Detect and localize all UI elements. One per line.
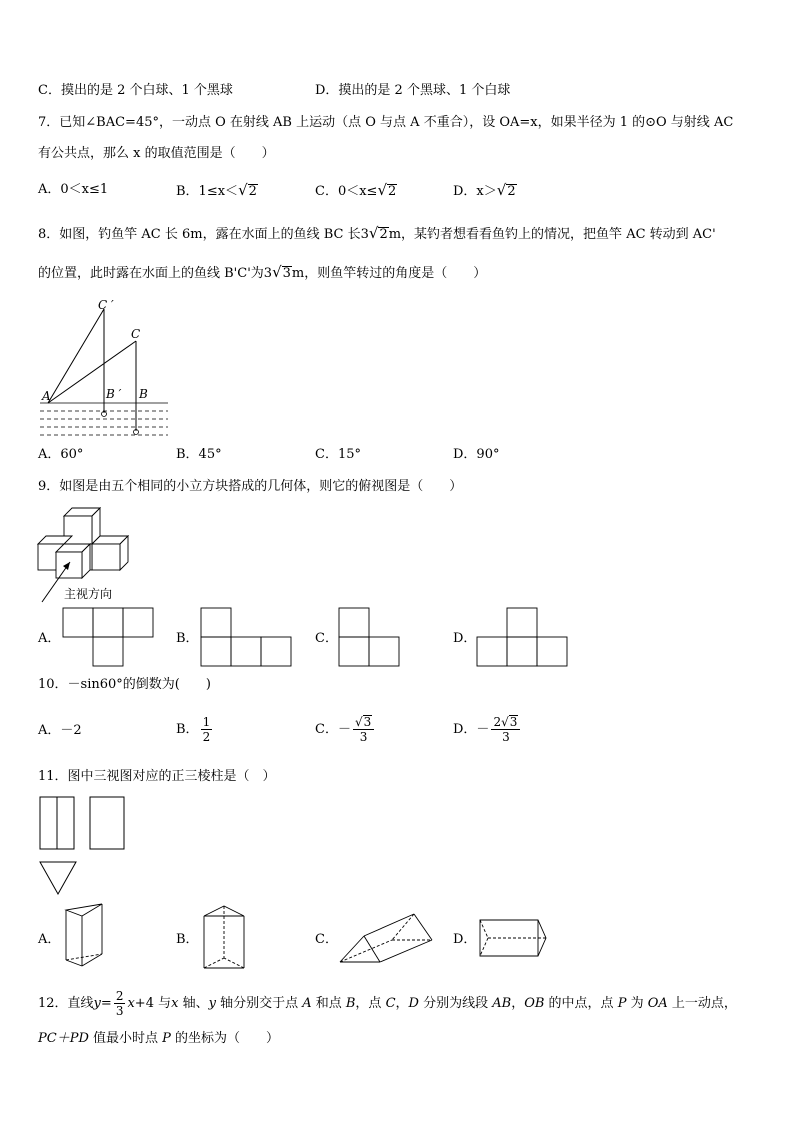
q12-stem-line1: 12．直线y= $\frac{2}{3}$ x+4 与x 轴、y 轴分别交于点 A 和点 B，点 C，D 分别为线段 AB，OB 的中点，点 P 为 OA 上一动点， xyxy=(38,989,737,1018)
q9-option-a-grid xyxy=(62,607,154,667)
q8-label-c-prime: C ′ xyxy=(98,298,114,312)
q11-option-a-label: A． xyxy=(38,932,61,947)
q9-option-c-label: C． xyxy=(315,631,338,646)
q11-option-b-prism xyxy=(200,902,250,972)
q8-label-b-prime: B ′ xyxy=(106,387,122,401)
q7-stem-line1: 7．已知∠BAC=45°，一动点 O 在射线 AB 上运动（点 O 与点 A 不重合），设 OA=x，如果半径为 1 的⊙O 与射线 AC xyxy=(38,115,734,130)
q8-fishing-rod-figure xyxy=(36,295,176,445)
q11-three-views-figure xyxy=(36,795,128,900)
q9-option-b-grid xyxy=(200,607,292,667)
q7-option-c: C．0＜x≤√2 xyxy=(315,181,397,199)
q11-option-c-label: C． xyxy=(315,932,338,947)
q9-option-d-grid xyxy=(476,607,568,667)
q9-option-a-label: A． xyxy=(38,631,61,646)
q9-view-direction-label: 主视方向 xyxy=(64,587,113,601)
q12-stem-line2: PC＋PD 值最小时点 P 的坐标为（ ） xyxy=(38,1031,280,1046)
q10-option-a: A．－2 xyxy=(38,723,82,738)
q7-option-d: D．x＞√2 xyxy=(453,181,516,199)
q7-stem-line2: 有公共点，那么 x 的取值范围是（ ） xyxy=(38,146,275,161)
q6-option-c: C．摸出的是 2 个白球、1 个黑球 xyxy=(38,83,233,98)
q11-option-b-label: B． xyxy=(176,932,199,947)
q11-stem: 11．图中三视图对应的正三棱柱是（ ） xyxy=(38,769,276,784)
q11-option-d-prism xyxy=(476,916,550,962)
q8-stem-line1: 8．如图，钓鱼竿 AC 长 6m，露在水面上的鱼线 BC 长3√2m，某钓者想看看鱼钓上的情况，把鱼竿 AC 转动到 AC' xyxy=(38,224,716,242)
q9-stem: 9．如图是由五个相同的小立方块搭成的几何体，则它的俯视图是（ ） xyxy=(38,479,463,494)
q8-option-d: D．90° xyxy=(453,447,500,462)
q8-option-b: B．45° xyxy=(176,447,222,462)
q8-stem-line2: 的位置，此时露在水面上的鱼线 B'C'为3√3m，则鱼竿转过的角度是（ ） xyxy=(38,263,487,281)
q8-option-a: A．60° xyxy=(38,447,84,462)
q9-option-b-label: B． xyxy=(176,631,199,646)
q6-option-d: D．摸出的是 2 个黑球、1 个白球 xyxy=(315,83,511,98)
q9-option-d-label: D． xyxy=(453,631,477,646)
q8-option-c: C．15° xyxy=(315,447,361,462)
q9-option-c-grid xyxy=(338,607,400,667)
q8-label-c: C xyxy=(131,327,141,341)
q11-option-c-prism xyxy=(338,910,438,966)
q10-option-c: C．－ $\frac{√3}{3}$ xyxy=(315,710,376,750)
q11-option-a-prism xyxy=(62,902,112,972)
q7-option-a: A．0＜x≤1 xyxy=(38,182,109,197)
q10-option-b: B． $\frac{1}{2}$ xyxy=(176,715,211,744)
q8-label-b: B xyxy=(139,387,148,401)
q10-option-d: D．－ $\frac{2√3}{3}$ xyxy=(453,710,522,750)
q11-option-d-label: D． xyxy=(453,932,477,947)
q7-option-b: B．1≤x＜√2 xyxy=(176,181,257,199)
q10-stem: 10．－sin60°的倒数为( ) xyxy=(38,677,211,692)
q8-label-a: A xyxy=(42,389,51,403)
